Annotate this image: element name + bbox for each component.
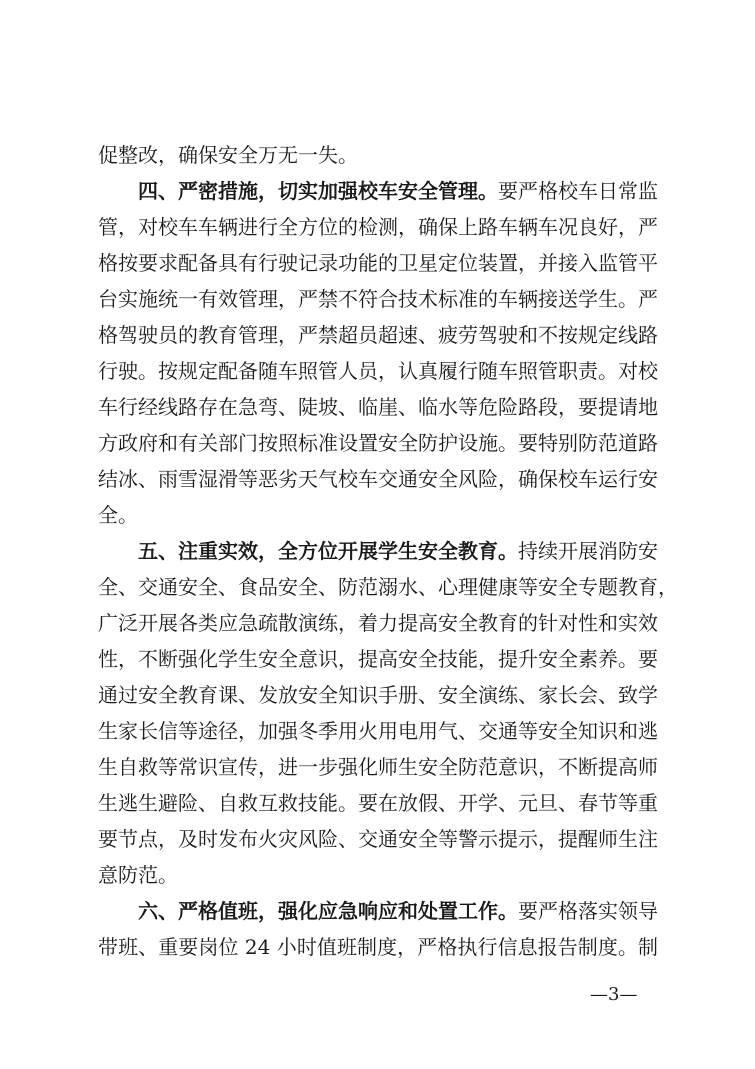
paragraph-line <box>98 680 658 710</box>
paragraph-line <box>98 284 658 314</box>
section-heading-line <box>138 176 658 206</box>
body-text: 生逃生避险、自救互救技能。要在放假、开学、元旦、春节等重 <box>98 791 658 815</box>
body-text: 通过安全教育课、发放安全知识手册、安全演练、家长会、致学 <box>98 683 658 707</box>
body-text: 促整改，确保安全万无一失。 <box>98 143 358 167</box>
section-heading-line <box>138 896 658 926</box>
body-text: 要严格校车日常监 <box>498 179 658 203</box>
body-text: 带班、重要岗位 24 小时值班制度，严格执行信息报告制度。制 <box>98 935 658 959</box>
section-heading: 四、严密措施，切实加强校车安全管理。 <box>138 179 498 203</box>
body-text: 要节点，及时发布火灾风险、交通安全等警示提示，提醒师生注 <box>98 827 658 851</box>
paragraph-line <box>98 356 658 386</box>
section-heading: 六、严格值班，强化应急响应和处置工作。 <box>138 899 518 923</box>
paragraph-line <box>98 212 658 242</box>
paragraph-line <box>98 644 658 674</box>
paragraph-line <box>98 500 658 530</box>
body-text: 管，对校车车辆进行全方位的检测，确保上路车辆车况良好，严 <box>98 215 658 239</box>
body-text: 行驶。按规定配备随车照管人员，认真履行随车照管职责。对校 <box>98 359 658 383</box>
paragraph-line <box>98 788 658 818</box>
body-text: 全、交通安全、食品安全、防范溺水、心理健康等安全专题教育， <box>98 575 678 599</box>
paragraph-line <box>98 428 658 458</box>
paragraph-line <box>98 572 678 602</box>
body-text: 性，不断强化学生安全意识，提高安全技能，提升安全素养。要 <box>98 647 658 671</box>
paragraph-line <box>98 392 658 422</box>
body-text: 格驾驶员的教育管理，严禁超员超速、疲劳驾驶和不按规定线路 <box>98 323 658 347</box>
paragraph-line <box>98 716 658 746</box>
paragraph-line <box>98 824 658 854</box>
body-text: 方政府和有关部门按照标准设置安全防护设施。要特别防范道路 <box>98 431 658 455</box>
body-text: 生自救等常识宣传，进一步强化师生安全防范意识，不断提高师 <box>98 755 658 779</box>
body-text: 结冰、雨雪湿滑等恶劣天气校车交通安全风险，确保校车运行安 <box>98 467 658 491</box>
paragraph-line <box>98 932 658 962</box>
body-text: 要严格落实领导 <box>518 899 658 923</box>
body-text: 车行经线路存在急弯、陡坡、临崖、临水等危险路段，要提请地 <box>98 395 658 419</box>
paragraph-line <box>98 860 658 890</box>
section-heading-line <box>138 536 658 566</box>
body-text: 广泛开展各类应急疏散演练，着力提高安全教育的针对性和实效 <box>98 611 658 635</box>
paragraph-line <box>98 140 658 170</box>
page-number: —3— <box>590 984 638 1005</box>
body-text: 持续开展消防安 <box>518 539 658 563</box>
body-text: 台实施统一有效管理，严禁不符合技术标准的车辆接送学生。严 <box>98 287 658 311</box>
paragraph-line <box>98 464 658 494</box>
paragraph-line <box>98 320 658 350</box>
section-heading: 五、注重实效，全方位开展学生安全教育。 <box>138 539 518 563</box>
paragraph-line <box>98 608 658 638</box>
paragraph-line <box>98 752 658 782</box>
body-text: 意防范。 <box>98 863 178 887</box>
body-text: 格按要求配备具有行驶记录功能的卫星定位装置，并接入监管平 <box>98 251 658 275</box>
body-text: 生家长信等途径，加强冬季用火用电用气、交通等安全知识和逃 <box>98 719 658 743</box>
body-text: 全。 <box>98 503 138 527</box>
paragraph-line <box>98 248 658 278</box>
